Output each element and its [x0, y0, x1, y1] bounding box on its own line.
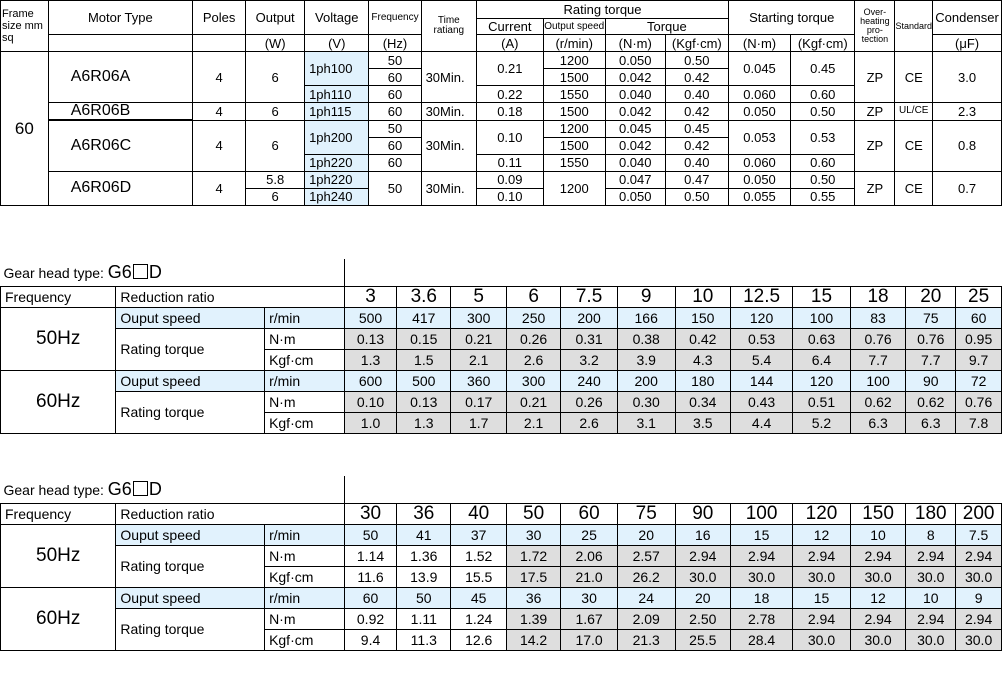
starting-torque-header: Starting torque — [728, 1, 855, 35]
ratio-cell: 30 — [344, 503, 396, 524]
ratio-cell: 6 — [506, 286, 560, 307]
frame-size-value: 60 — [1, 52, 49, 206]
current-unit: (A) — [477, 35, 544, 52]
torque-kgf-unit: (Kgf·cm) — [665, 35, 728, 52]
voltage-header: Voltage — [305, 1, 369, 35]
frame-size-header: Frame size mm sq — [1, 1, 49, 52]
ratio-cell: 3.6 — [397, 286, 451, 307]
output-unit: (W) — [246, 35, 305, 52]
ratio-cell: 25 — [956, 286, 1002, 307]
ratio-cell: 7.5 — [561, 286, 618, 307]
start-kgf-unit: (Kgf·cm) — [791, 35, 855, 52]
gear-head-table-2: Gear head type: G6 D Frequency Reduction ratio 30 36 40 50 60 75 90 100 120 150 180 200 50Hz Ouput speed r/min 50 41 37 30 25 20 16 15 12 10 8 7.5 Rating torque N·m 1.14 1.36 1.52 1.72 2.06 2.57 2.94 2.94 2.94 2.94 2.94 2.94 Kgf·cm 11.6 13.9 15.5 17.5 21.0 26.2 30.0 30.0 30.0 30.0 30.0 30.0 60Hz Ouput speed r/min 60 50 45 36 30 24 20 18 15 12 10 9 Rating torque N·m 0.92 1.11 1.24 1.39 1.67 2.09 2.50 2.78 2.94 2.94 2.94 2.94 Kgf·cm 9.4 11.3 12.6 14.2 17.0 21.3 25.5 28.4 30.0 30.0 30.0 30.0 — [0, 476, 1002, 651]
motor-type-header: Motor Type — [48, 1, 192, 35]
motor-type-b: A6R06B — [48, 103, 192, 121]
output-speed-header: Output speed — [543, 19, 605, 35]
ratio-cell: 90 — [675, 503, 730, 524]
ratio-cell: 200 — [956, 503, 1002, 524]
poles-header: Poles — [192, 1, 245, 35]
condenser-unit: (μF) — [933, 35, 1002, 52]
ratio-cell: 18 — [850, 286, 905, 307]
ratio-cell: 180 — [906, 503, 956, 524]
gear-head-table-1: Gear head type: G6 D Frequency Reduction ratio 3 3.6 5 6 7.5 9 10 12.5 15 18 20 25 50Hz Ouput speed r/min 500 417 300 250 200 166 150 120 100 83 75 60 Rating torque N·m 0.13 0.15 0.21 0.26 0.31 0.38 0.42 0.53 0.63 0.76 0.76 0.95 Kgf·cm 1.3 1.5 2.1 2.6 3.2 3.9 4.3 5.4 6.4 7.7 7.7 9.7 60Hz Ouput speed r/min 600 500 360 300 240 200 180 144 120 100 90 72 Rating torque N·m 0.10 0.13 0.17 0.21 0.26 0.30 0.34 0.43 0.51 0.62 0.62 0.76 Kgf·cm 1.0 1.3 1.7 2.1 2.6 3.1 3.5 4.4 5.2 6.3 6.3 7.8 — [0, 259, 1002, 434]
voltage-unit: (V) — [305, 35, 369, 52]
ratio-cell: 50 — [506, 503, 560, 524]
ratio-cell: 120 — [793, 503, 851, 524]
gear-head-title-1: Gear head type: G6 D — [1, 259, 345, 286]
output-header: Output — [246, 1, 305, 35]
motor-type-d: A6R06D — [48, 171, 192, 205]
frequency-unit: (Hz) — [369, 35, 421, 52]
ratio-cell: 40 — [451, 503, 506, 524]
ratio-cell: 15 — [793, 286, 851, 307]
ratio-cell: 150 — [850, 503, 905, 524]
start-nm-unit: (N·m) — [728, 35, 790, 52]
ratio-cell: 60 — [561, 503, 618, 524]
motor-spec-table: Frame size mm sq Motor Type Poles Output Voltage Frequency Time ratiang Rating torque Starting torque Over-heating pro-tection Standard Condenser Current Output speed Torque (W) (V) (Hz) (A) (r/min) (N·m) (Kgf·cm) (N·m) (Kgf·cm) (μF) 60 A6R06A 4 6 1ph100 50 30Min. 0.21 1200 0.050 0.50 0.045 0.45 ZP CE 3.0 60 1500 0.042 0.42 1ph110 60 0.22 1550 0.040 0.40 0.060 0.60 A6R06B 4 6 1ph115 60 30Min. 0.18 1500 0.042 0.42 0.050 0.50 ZP UL/CE 2.3 A6R06C 4 6 1ph200 50 30Min. 0.10 1200 0.045 0.45 0.053 0.53 ZP CE 0.8 60 1500 0.042 0.42 1ph220 60 0.11 1550 0.040 0.40 0.060 0.60 A6R06D 4 5.8 1ph220 50 30Min. 0.09 1200 0.047 0.47 0.050 0.50 ZP CE 0.7 6 1ph240 0.10 0.050 0.50 0.055 0.55 — [0, 0, 1002, 206]
blank-box-icon — [133, 481, 148, 496]
standard-header: Standard — [895, 1, 933, 52]
ratio-cell: 5 — [451, 286, 506, 307]
condenser-header: Condenser — [933, 1, 1002, 35]
gear-head-title-2: Gear head type: G6 D — [1, 476, 345, 503]
torque-header: Torque — [605, 19, 728, 35]
ratio-cell: 75 — [617, 503, 675, 524]
blank-box-icon — [133, 264, 148, 279]
rating-torque-header: Rating torque — [477, 1, 729, 19]
ratio-cell: 3 — [344, 286, 396, 307]
torque-nm-unit: (N·m) — [605, 35, 665, 52]
ratio-cell: 20 — [906, 286, 956, 307]
current-header: Current — [477, 19, 544, 35]
motor-type-c: A6R06C — [48, 120, 192, 171]
ratio-cell: 36 — [397, 503, 451, 524]
motor-type-a: A6R06A — [48, 52, 192, 103]
overheating-header: Over-heating pro-tection — [855, 1, 895, 52]
ratio-cell: 100 — [731, 503, 793, 524]
frequency-header: Frequency — [369, 1, 421, 35]
output-speed-unit: (r/min) — [543, 35, 605, 52]
ratio-cell: 9 — [617, 286, 675, 307]
time-rating-header: Time ratiang — [421, 1, 476, 52]
ratio-cell: 12.5 — [731, 286, 793, 307]
ratio-cell: 10 — [675, 286, 730, 307]
